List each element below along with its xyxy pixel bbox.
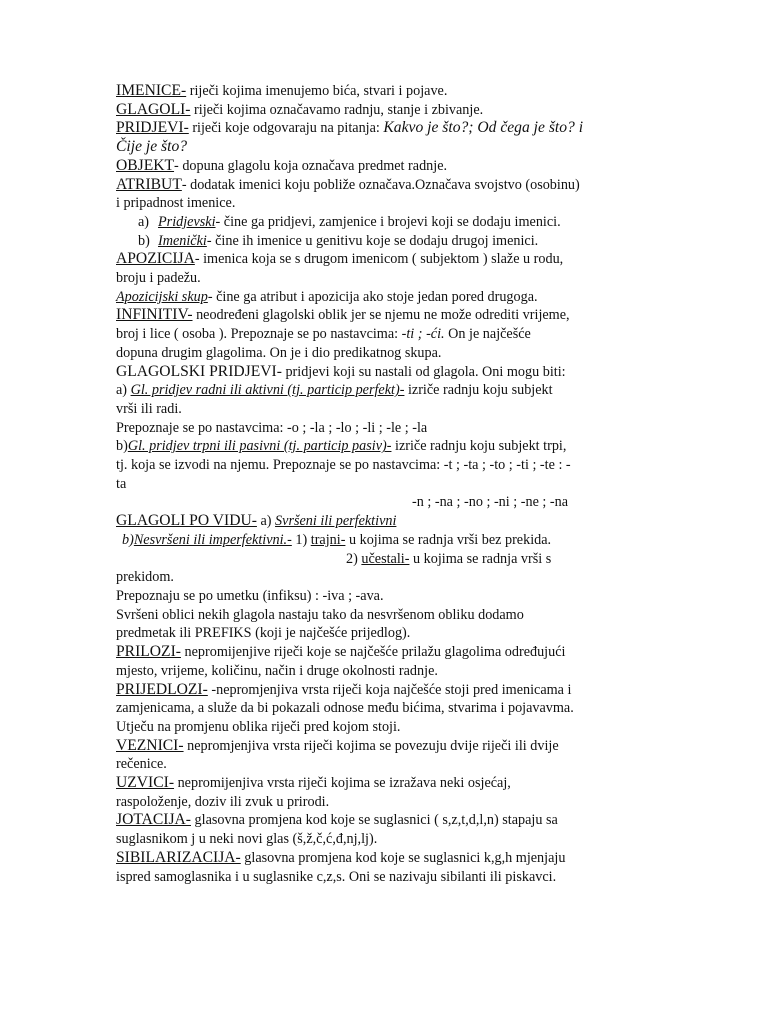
definition-text: -n ; -na ; -no ; -ni ; -ne ; -na (412, 494, 569, 511)
term-pridjev-radni: Gl. pridjev radni ili aktivni (tj. particip perfekt)- (130, 382, 405, 399)
term-glagoli-po-vidu: GLAGOLI PO VIDU- (116, 512, 257, 530)
definition-text: nepromjenjiva vrsta riječi kojima se povezuju dvije riječi ili dvije (183, 737, 559, 754)
line-infinitiv (116, 306, 638, 325)
line-uzvici-cont (116, 793, 638, 812)
line-pridjev-trpni-cont2 (116, 475, 638, 494)
definition-text: riječi koje odgovaraju na pitanja: (188, 120, 384, 137)
line-apozicija (116, 250, 638, 269)
definition-text: riječi kojima označavamo radnju, stanje i zbivanje. (190, 101, 484, 118)
line-apozicijski-skup (116, 288, 638, 307)
line-pridjev-trpni (116, 437, 638, 456)
definition-text: Prepoznaje se po nastavcima: -o ; -la ; -lo ; -li ; -le ; -la (116, 419, 428, 436)
line-prijedlozi-cont (116, 699, 638, 718)
definition-text: glasovna promjena kod koje se suglasnici k,g,h mjenjaju (240, 849, 566, 866)
term-glagoli: GLAGOLI- (116, 100, 191, 118)
line-pridjevi-cont (116, 138, 638, 157)
list-item-imenicki (116, 232, 638, 251)
line-jotacija (116, 811, 638, 830)
list-marker: b) (122, 531, 134, 548)
line-jotacija-cont (116, 830, 638, 849)
line-glagoli (116, 101, 638, 120)
definition-text: izriče radnju koju subjekt (404, 382, 553, 399)
line-veznici-cont (116, 755, 638, 774)
line-prefiks-cont (116, 624, 638, 643)
definition-text: - dodatak imenici koju pobliže označava.Označava svojstvo (osobinu) (181, 176, 580, 193)
term-prijedlozi: PRIJEDLOZI- (116, 680, 208, 698)
line-ucestali (116, 550, 638, 569)
line-atribut-cont (116, 194, 638, 213)
line-prijedlozi (116, 681, 638, 700)
line-pridjev-radni (116, 381, 638, 400)
definition-text: - imenica koja se s drugom imenicom ( subjektom ) slaže u rodu, (194, 251, 564, 268)
line-pridjev-radni-cont (116, 400, 638, 419)
term-ucestali: učestali- (361, 550, 410, 567)
definition-text: vrši ili radi. (116, 400, 182, 417)
term-veznici: VEZNICI- (116, 736, 184, 754)
definition-text: - čine ga atribut i apozicija ako stoje jedan pored drugoga. (207, 288, 538, 305)
definition-text: broj i lice ( osoba ). Prepoznaje se po nastavcima: (116, 326, 402, 343)
term-sibilarizacija: SIBILARIZACIJA- (116, 848, 241, 866)
line-prilozi (116, 643, 638, 662)
list-marker: b) (138, 232, 150, 249)
line-prijedlozi-cont2 (116, 718, 638, 737)
term-imenice: IMENICE- (116, 82, 187, 99)
definition-text: On je najčešće (444, 326, 531, 343)
term-nesvrseni: Nesvršeni ili imperfektivni.- (133, 531, 292, 548)
definition-text: u kojima se radnja vrši bez prekida. (345, 531, 552, 548)
line-infinitiv-cont2 (116, 344, 638, 363)
term-glagolski-pridjevi: GLAGOLSKI PRIDJEVI- (116, 362, 282, 380)
definition-text: - dopuna glagolu koja označava predmet radnje. (174, 157, 448, 174)
question-text: Kakvo je što?; Od čega je što? i (383, 119, 584, 137)
line-infiks (116, 587, 638, 606)
definition-text: riječi kojima imenujemo bića, stvari i pojave. (186, 83, 448, 99)
line-veznici (116, 737, 638, 756)
definition-text: - čine ih imenice u genitivu koje se dodaju drugoj imenici. (206, 232, 539, 249)
definition-text: raspoloženje, doziv ili zvuk u prirodi. (116, 793, 330, 810)
line-objekt (116, 157, 638, 176)
definition-text: rečenice. (116, 756, 167, 773)
definition-text: -nepromjenjiva vrsta riječi koja najčešće stoji pred imenicama i (207, 681, 572, 698)
line-sibilarizacija (116, 849, 638, 868)
term-pridjevski: Pridjevski (158, 213, 216, 230)
definition-text: nepromijenjiva vrsta riječi kojima se izražava neki osjećaj, (174, 775, 511, 792)
suffix-text: -ti ; -ći. (401, 326, 445, 343)
line-prilozi-cont (116, 662, 638, 681)
definition-text: i pripadnost imenice. (116, 195, 236, 212)
list-marker: 1) (291, 531, 311, 548)
definition-text: nepromijenjive riječi koje se najčešće prilažu glagolima određujući (180, 644, 566, 661)
term-atribut: ATRIBUT (116, 175, 182, 193)
term-apozicijski-skup: Apozicijski skup (116, 288, 208, 305)
term-imenicki: Imenički (158, 232, 207, 249)
list-marker: 2) (346, 550, 362, 567)
term-trajni: trajni- (310, 531, 346, 548)
list-marker: a) (138, 213, 150, 230)
list-marker: b) (116, 438, 128, 455)
definition-text: dopuna drugim glagolima. On je i dio predikatnog skupa. (116, 344, 442, 361)
definition-text: suglasnikom j u neki novi glas (š,ž,č,ć,đ,nj,lj). (116, 831, 378, 848)
line-atribut (116, 176, 638, 195)
definition-text: ta (116, 475, 127, 492)
line-ucestali-cont (116, 568, 638, 587)
definition-text: - čine ga pridjevi, zamjenice i brojevi koji se dodaju imenici. (215, 213, 561, 230)
line-nastavci-trpni (116, 493, 638, 512)
list-item-pridjevski (116, 213, 638, 232)
definition-text: Utječu na promjenu oblika riječi pred kojom stoji. (116, 718, 401, 735)
definition-text: mjesto, vrijeme, količinu, način i druge okolnosti radnje. (116, 662, 438, 679)
line-nastavci-radni (116, 419, 638, 438)
definition-text: prekidom. (116, 569, 174, 586)
definition-text: zamjenicama, a služe da bi pokazali odnose među bićima, stvarima i pojavavma. (116, 700, 574, 717)
definition-text: pridjevi koji su nastali od glagola. Oni mogu biti: (281, 363, 566, 380)
line-imenice (116, 82, 638, 101)
line-infinitiv-cont (116, 325, 638, 344)
list-marker: a) (116, 382, 131, 399)
line-nesvrseni (116, 531, 638, 550)
line-glagoli-po-vidu (116, 512, 638, 531)
line-uzvici (116, 774, 638, 793)
term-uzvici: UZVICI- (116, 774, 175, 792)
list-marker: a) (256, 513, 276, 530)
term-jotacija: JOTACIJA- (116, 811, 191, 829)
definition-text: broju i padežu. (116, 270, 201, 287)
line-glagolski-pridjevi (116, 363, 638, 382)
line-prefiks (116, 606, 638, 625)
document-page (116, 82, 638, 886)
line-pridjev-trpni-cont (116, 456, 638, 475)
term-pridjev-trpni: Gl. pridjev trpni ili pasivni (tj. particip pasiv)- (127, 438, 392, 455)
definition-text: Svršeni oblici nekih glagola nastaju tako da nesvršenom obliku dodamo (116, 606, 524, 623)
term-pridjevi: PRIDJEVI- (116, 119, 189, 137)
definition-text: predmetak ili PREFIKS (koji je najčešće prijedlog). (116, 625, 411, 642)
definition-text: Prepoznaju se po umetku (infiksu) : -iva ; -ava. (116, 587, 384, 604)
definition-text: ispred samoglasnika i u suglasnike c,z,s. Oni se nazivaju sibilanti ili piskavci. (116, 868, 557, 885)
definition-text: tj. koja se izvodi na njemu. Prepoznaje se po nastavcima: -t ; -ta ; -to ; -ti ; -te : - (116, 457, 571, 474)
definition-text: u kojima se radnja vrši s (409, 550, 552, 567)
term-prilozi: PRILOZI- (116, 643, 181, 661)
term-objekt: OBJEKT (116, 156, 175, 174)
definition-text: glasovna promjena kod koje se suglasnici ( s,z,t,d,l,n) stapaju sa (190, 812, 558, 829)
term-apozicija: APOZICIJA (116, 250, 195, 268)
line-apozicija-cont (116, 269, 638, 288)
term-infinitiv: INFINITIV- (116, 306, 193, 324)
line-sibilarizacija-cont (116, 868, 638, 887)
line-pridjevi (116, 119, 638, 138)
term-svrseni: Svršeni ili perfektivni (275, 513, 397, 530)
question-text: Čije je što? (116, 138, 188, 156)
definition-text: neodređeni glagolski oblik jer se njemu ne može odrediti vrijeme, (192, 307, 570, 324)
definition-text: izriče radnju koju subjekt trpi, (391, 438, 567, 455)
